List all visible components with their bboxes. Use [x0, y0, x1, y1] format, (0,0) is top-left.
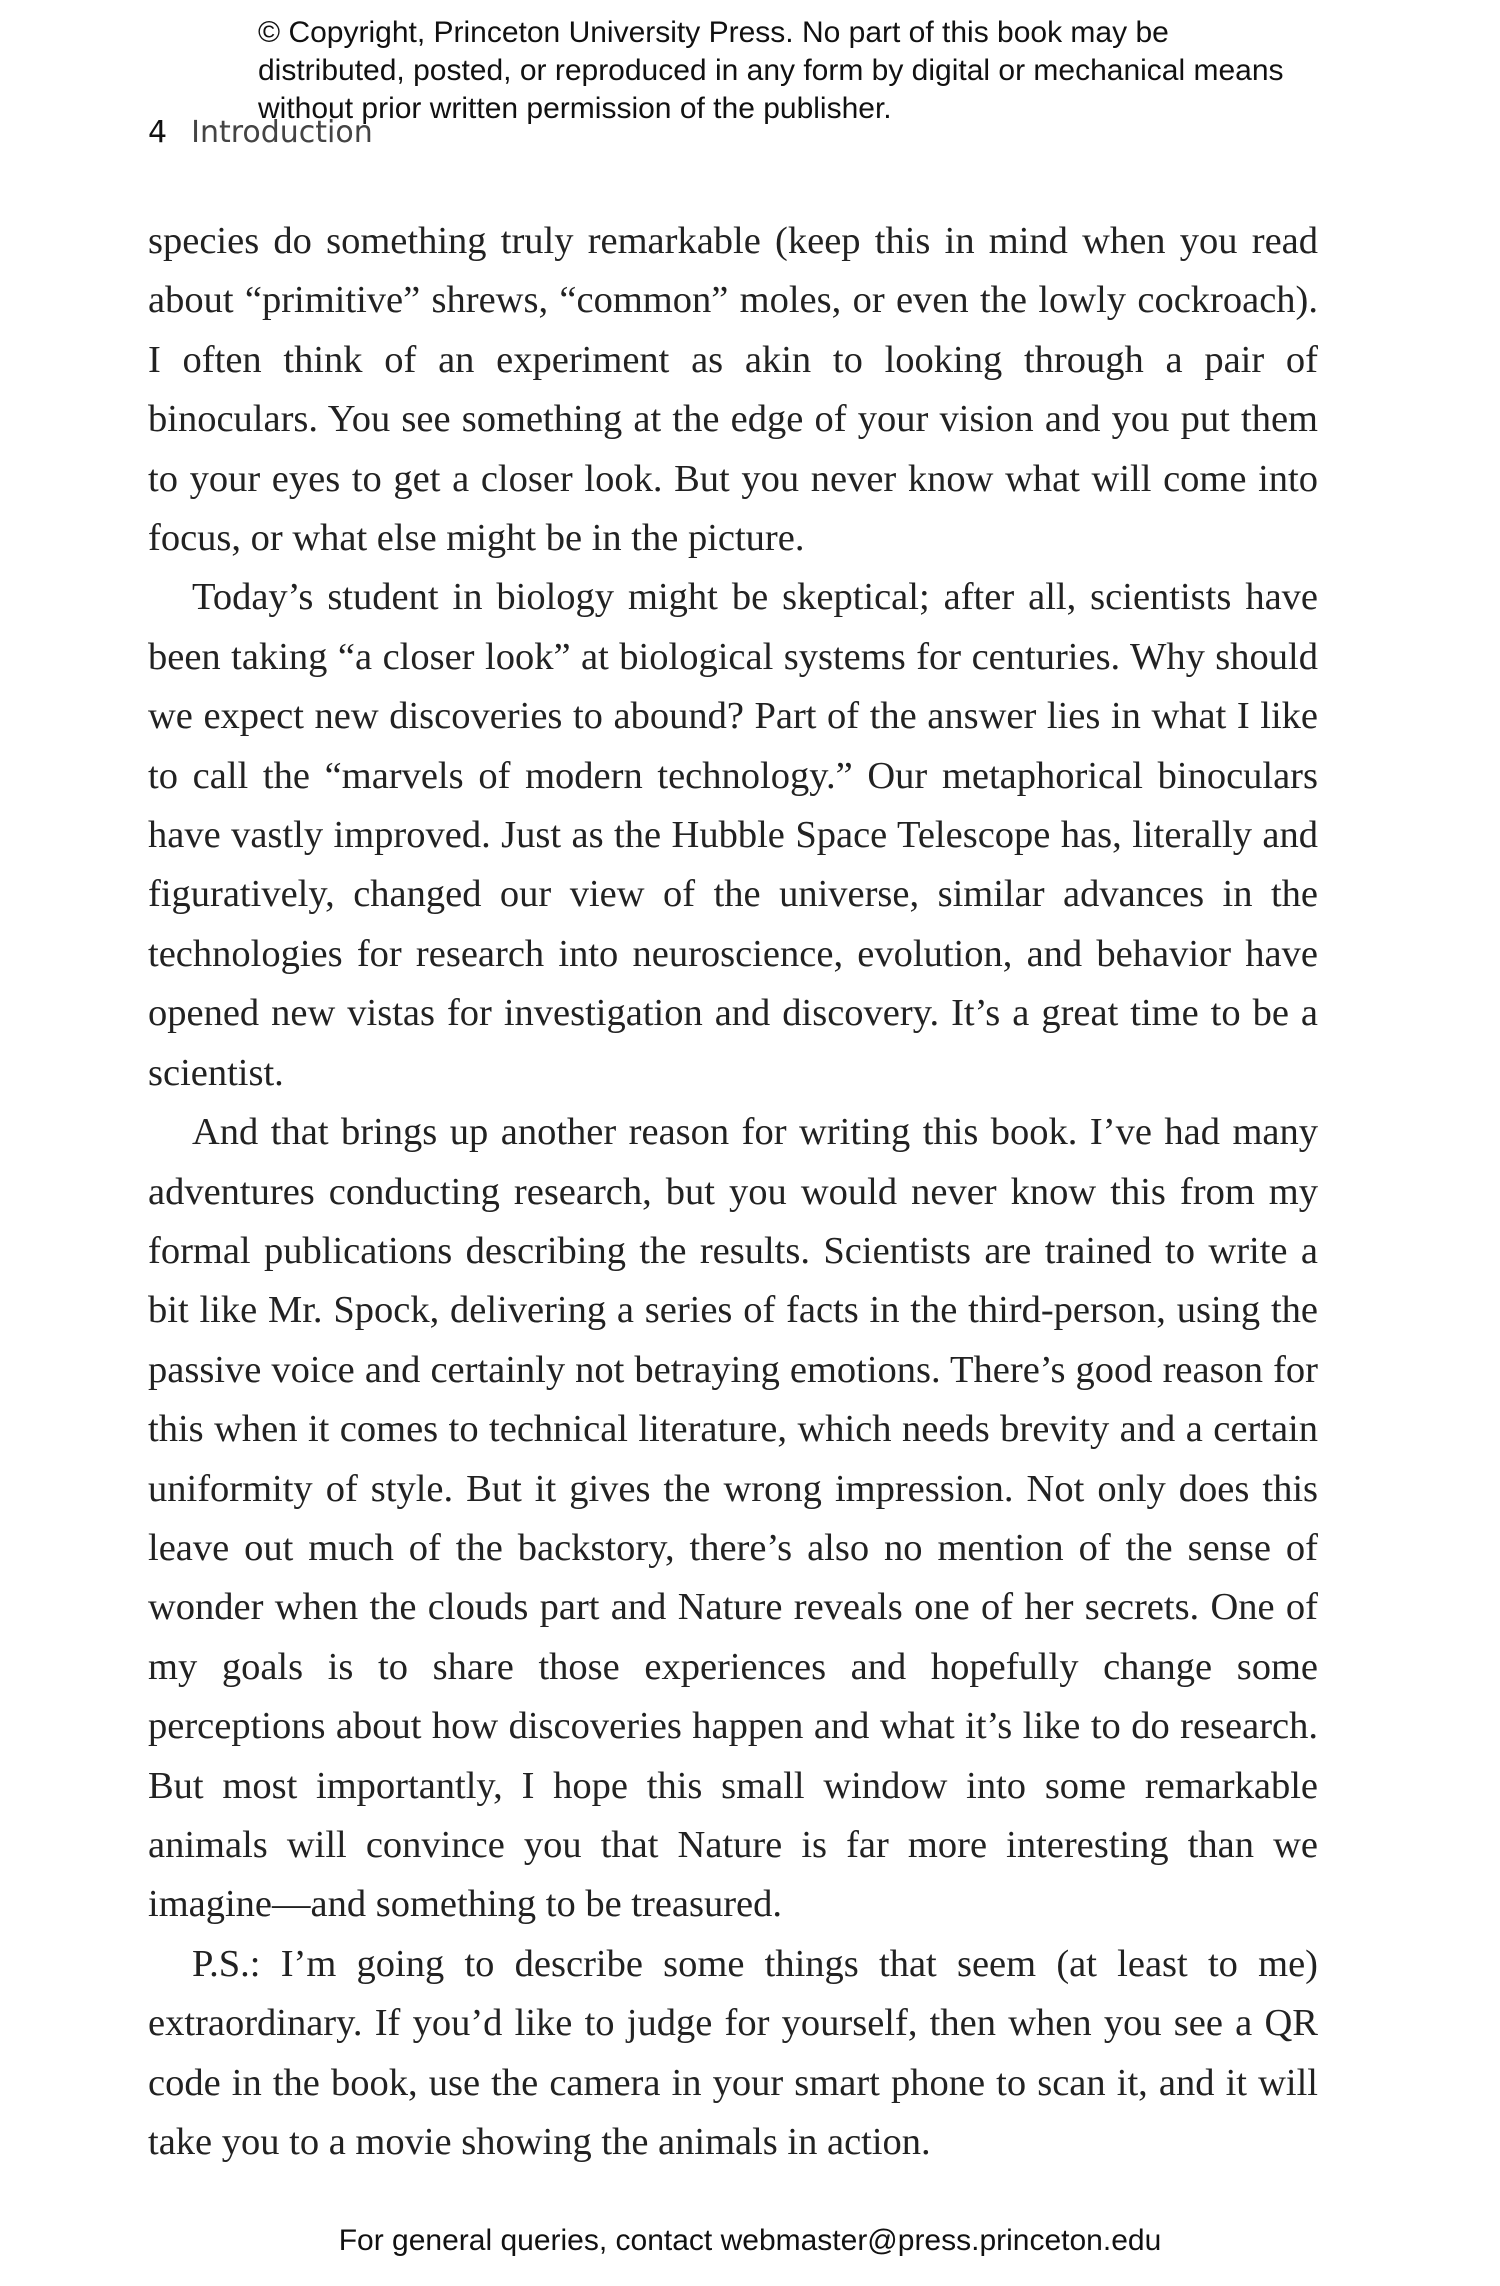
paragraph: Today’s student in biology might be skeptical; after all, scientists have been taking “a closer look” at biological systems for centuries. Why should we expect new discoveries to abound? Part of the answer lies in what I like to call the “marvels of modern technology.” Our metaphorical binoculars have vastly improved. Just as the Hubble Space Telescope has, literally and figuratively, changed our view of the universe, similar advances in the technologies for research into neuroscience, evolution, and behavior have opened new vistas for investigation and discovery. It’s a great time to be a scientist. [148, 576, 1318, 1094]
paragraph: species do something truly remarkable (keep this in mind when you read about “primitive” shrews, “common” moles, or even the lowly cockroach). I often think of an experiment as akin to looking through a pair of binoculars. You see something at the edge of your vision and you put them to your eyes to get a closer look. But you never know what will come into focus, or what else might be in the picture. [148, 220, 1318, 560]
page-number: 4 [148, 115, 168, 150]
section-title: Introduction [191, 115, 373, 150]
body-text [148, 212, 1318, 2172]
footer-contact: For general queries, contact webmaster@press.princeton.edu [338, 2224, 1162, 2257]
copyright-notice: © Copyright, Princeton University Press. No part of this book may be distributed, posted, or reproduced in any form by digital or mechanical means without prior written permission of the publisher. [258, 16, 1284, 125]
paragraph: And that brings up another reason for writing this book. I’ve had many adventures conducting research, but you would never know this from my formal publications describing the results. Scientists are trained to write a bit like Mr. Spock, delivering a series of facts in the third-person, using the passive voice and certainly not betraying emotions. There’s good reason for this when it comes to technical literature, which needs brevity and a certain uniformity of style. But it gives the wrong impression. Not only does this leave out much of the backstory, there’s also no mention of the sense of wonder when the clouds part and Nature reveals one of her secrets. One of my goals is to share those experiences and hopefully change some perceptions about how discoveries happen and what it’s like to do research. But most importantly, I hope this small window into some remarkable animals will convince you that Nature is far more interesting than we imagine—and something to be treasured. [148, 1111, 1318, 1926]
paragraph: P.S.: I’m going to describe some things that seem (at least to me) extraordinary. If you’d like to judge for yourself, then when you see a QR code in the book, use the camera in your smart phone to scan it, and it will take you to a movie showing the animals in action. [148, 1942, 1318, 2163]
